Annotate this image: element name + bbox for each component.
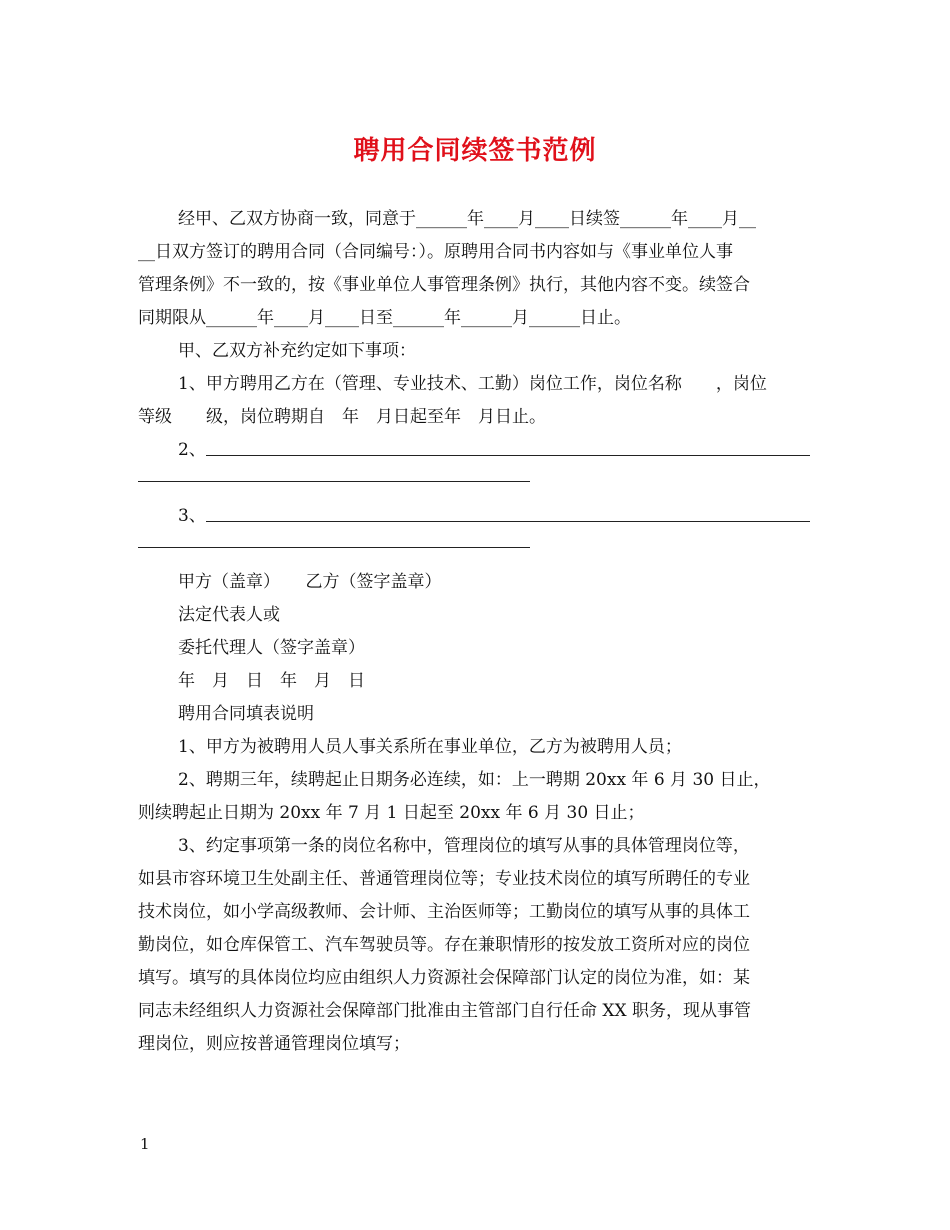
paragraph-line: 如县市容环境卫生处副主任、普通管理岗位等；专业技术岗位的填写所聘任的专业 — [138, 869, 750, 889]
paragraph-line: 填写。填写的具体岗位均应由组织人力资源社会保障部门认定的岗位为准，如：某 — [138, 968, 750, 988]
page-number: 1 — [140, 1135, 150, 1153]
paragraph-line: 同期限从______年____月____日至______年______月______日止。 — [138, 308, 631, 328]
signature-line: 法定代表人或 — [178, 605, 280, 625]
paragraph-line: 则续聘起止日期为 20xx 年 7 月 1 日起至 20xx 年 6 月 30 日止； — [138, 803, 645, 823]
section-heading: 聘用合同填表说明 — [178, 704, 314, 724]
blank-underline — [138, 481, 530, 482]
paragraph-line: 同志未经组织人力资源社会保障部门批准由主管部门自行任命 XX 职务，现从事管 — [138, 1001, 752, 1021]
blank-item-2 — [138, 434, 810, 467]
paragraph-line: __日双方签订的聘用合同（合同编号：）。原聘用合同书内容如与《事业单位人事 — [138, 242, 733, 262]
signature-line: 甲方（盖章） 乙方（签字盖章） — [178, 572, 442, 592]
blank-item-3 — [138, 500, 810, 533]
paragraph-line: 技术岗位，如小学高级教师、会计师、主治医师等；工勤岗位的填写从事的具体工 — [138, 902, 750, 922]
blank-item-3-continuation — [138, 533, 810, 566]
document-body — [138, 203, 810, 1061]
paragraph-line: 管理条例》不一致的，按《事业单位人事管理条例》执行，其他内容不变。续签合 — [138, 275, 750, 295]
signature-line: 委托代理人（签字盖章） — [178, 638, 365, 658]
paragraph-line: 理岗位，则应按普通管理岗位填写； — [138, 1034, 410, 1054]
paragraph-line: 甲、乙双方补充约定如下事项： — [178, 341, 416, 361]
blank-underline — [206, 521, 810, 522]
blank-item-2-continuation — [138, 467, 810, 500]
paragraph-line: 3、约定事项第一条的岗位名称中，管理岗位的填写从事的具体管理岗位等， — [178, 836, 750, 856]
paragraph-line: 等级 级，岗位聘期自 年 月日起至年 月日止。 — [138, 407, 546, 427]
paragraph-line: 1、甲方聘用乙方在（管理、专业技术、工勤）岗位工作，岗位名称 ，岗位 — [178, 374, 767, 394]
blank-underline — [206, 455, 810, 456]
paragraph-line: 1、甲方为被聘用人员人事关系所在事业单位，乙方为被聘用人员； — [178, 737, 682, 757]
paragraph-line: 2、聘期三年，续聘起止日期务必连续，如：上一聘期 20xx 年 6 月 30 日止， — [178, 770, 771, 790]
paragraph-line: 勤岗位，如仓库保管工、汽车驾驶员等。存在兼职情形的按发放工资所对应的岗位 — [138, 935, 750, 955]
paragraph-line: 经甲、乙双方协商一致，同意于______年____月____日续签______年____月__ — [178, 209, 756, 229]
blank-underline — [138, 547, 530, 548]
item-number: 2、 — [178, 440, 206, 460]
item-number: 3、 — [178, 506, 206, 526]
date-line: 年 月 日 年 月 日 — [178, 671, 365, 691]
document-title: 聘用合同续签书范例 — [353, 136, 597, 166]
